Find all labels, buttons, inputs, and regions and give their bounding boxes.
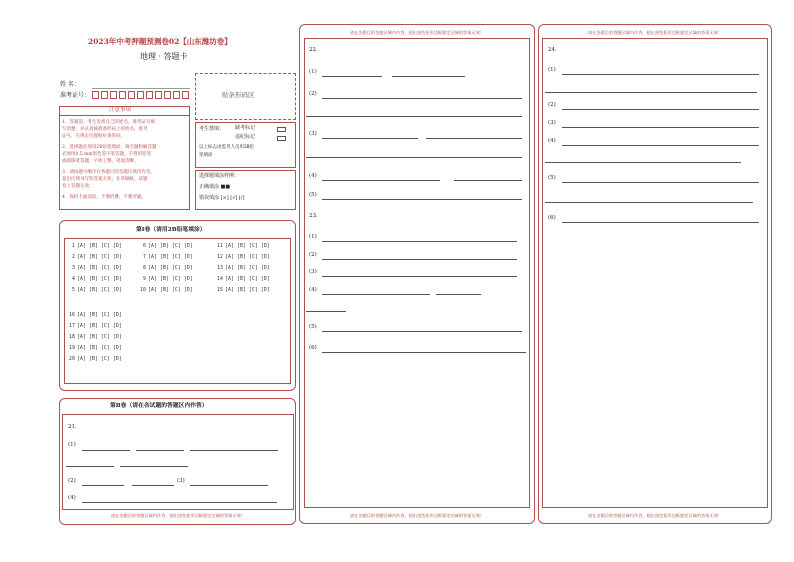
answer-line[interactable] <box>322 98 522 99</box>
exam-title: 2023年中考押题预测卷02【山东潍坊卷】 <box>88 37 232 46</box>
q21-sub1: (1) <box>68 442 76 448</box>
answer-line[interactable] <box>66 466 114 467</box>
section2-warning: 请在各题目的答题区域内作答，超出黑色矩形边框限定区域的答案无效！ <box>110 513 245 518</box>
answer-line[interactable] <box>322 352 526 353</box>
violation-checkbox[interactable] <box>277 136 286 141</box>
absence-checkbox[interactable] <box>277 127 286 132</box>
q23-number: 23. <box>309 213 318 219</box>
answer-line[interactable] <box>306 157 522 158</box>
q24-sub4: (4) <box>548 138 556 144</box>
absence-opt1: 缺考标记 <box>235 125 256 131</box>
q23-sub1: (1) <box>309 234 317 240</box>
q24-sub2: (2) <box>548 102 556 108</box>
barcode-label: 贴条形码区 <box>222 91 255 99</box>
notice-title: 注意事项 <box>109 107 132 113</box>
q24-number: 24. <box>548 47 557 53</box>
answer-line[interactable] <box>562 182 759 183</box>
q22-sub5: (5) <box>309 192 317 198</box>
section1-title: 第Ⅰ卷（请用2B铅笔填涂） <box>136 227 206 233</box>
q24-sub3: (3) <box>548 120 556 126</box>
middle-warning-top: 请在各题目的答题区域内作答，超出黑色矩形边框限定区域的答案无效！ <box>349 30 484 35</box>
answer-line[interactable] <box>322 331 522 332</box>
right-warning-bottom: 请在各题目的答题区域内作答，超出黑色矩形边框限定区域的答案无效！ <box>587 513 722 518</box>
mc-row: 3 [A] [B] [C] [D] <box>72 266 122 271</box>
mc-row: 2 [A] [B] [C] [D] <box>72 255 122 260</box>
mc-row: 4 [A] [B] [C] [D] <box>72 277 122 282</box>
q23-sub4: (4) <box>309 287 317 293</box>
answer-line[interactable] <box>436 294 481 295</box>
answer-line[interactable] <box>190 450 278 451</box>
answer-line[interactable] <box>322 241 517 242</box>
q21-number: 21. <box>68 424 77 430</box>
mc-row: 11 [A] [B] [C] [D] <box>217 244 270 249</box>
q21-sub2: (2) <box>68 478 76 484</box>
q22-number: 22. <box>309 47 318 53</box>
q23-sub5: (5) <box>309 324 317 330</box>
mc-row: 15 [A] [B] [C] [D] <box>217 288 270 293</box>
mc-row: 13 [A] [B] [C] [D] <box>217 266 270 271</box>
q24-sub1: (1) <box>548 67 556 73</box>
right-warning-top: 请在各题目的答题区域内作答，超出黑色矩形边框限定区域的答案无效！ <box>587 30 722 35</box>
absence-footnote: 以上标志由监考人员用2B铅 <box>199 145 254 150</box>
mc-row: 7 [A] [B] [C] [D] <box>143 255 193 260</box>
mc-row: 17 [A] [B] [C] [D] <box>69 324 122 329</box>
q21-sub4: (4) <box>68 495 76 501</box>
answer-line[interactable] <box>562 145 759 146</box>
answer-line[interactable] <box>136 450 184 451</box>
answer-line[interactable] <box>392 76 465 77</box>
answer-line[interactable] <box>322 199 522 200</box>
answer-line[interactable] <box>82 485 124 486</box>
answer-line[interactable] <box>132 485 174 486</box>
fill-sample-title: 选择题填涂样例： <box>199 173 240 179</box>
mc-row: 1 [A] [B] [C] [D] <box>72 244 122 249</box>
mc-row: 6 [A] [B] [C] [D] <box>143 244 193 249</box>
answer-line[interactable] <box>120 466 188 467</box>
answer-line[interactable] <box>322 180 440 181</box>
mc-row: 9 [A] [B] [C] [D] <box>143 277 193 282</box>
answer-line[interactable] <box>454 180 522 181</box>
mc-row: 20 [A] [B] [C] [D] <box>69 357 122 362</box>
q23-sub6: (6) <box>309 345 317 351</box>
section2-inner <box>62 414 294 510</box>
answer-line[interactable] <box>562 222 759 223</box>
mc-row: 12 [A] [B] [C] [D] <box>217 255 270 260</box>
q23-sub3: (3) <box>309 269 317 275</box>
q22-sub1: (1) <box>309 69 317 75</box>
answer-line[interactable] <box>306 116 522 117</box>
answer-line[interactable] <box>545 162 741 163</box>
answer-line[interactable] <box>562 127 759 128</box>
answer-line[interactable] <box>545 92 757 93</box>
q24-sub5: (5) <box>548 175 556 181</box>
fill-wrong: 错误填涂 [×] [√] [/] <box>199 195 245 201</box>
middle-answer-area <box>304 38 530 508</box>
answer-line[interactable] <box>322 294 430 295</box>
section2-title: 第Ⅱ卷（请在各试题的答题区内作答） <box>110 403 208 409</box>
mc-row: 10 [A] [B] [C] [D] <box>140 288 193 293</box>
answer-line[interactable] <box>82 450 130 451</box>
mc-row: 18 [A] [B] [C] [D] <box>69 335 122 340</box>
answer-line[interactable] <box>562 109 759 110</box>
q24-sub6: (6) <box>548 215 556 221</box>
answer-line[interactable] <box>322 138 418 139</box>
answer-line[interactable] <box>322 276 517 277</box>
exam-subtitle: 地理 · 答题卡 <box>140 52 188 61</box>
answer-line[interactable] <box>190 485 268 486</box>
answer-line[interactable] <box>562 74 759 75</box>
answer-line[interactable] <box>322 76 382 77</box>
absence-label: 考生禁填： <box>199 126 225 132</box>
answer-line[interactable] <box>426 138 522 139</box>
name-label: 姓 名： <box>60 81 80 88</box>
q22-sub4: (4) <box>309 173 317 179</box>
q23-sub2: (2) <box>309 252 317 258</box>
answer-line[interactable] <box>545 202 753 203</box>
mc-row: 19 [A] [B] [C] [D] <box>69 346 122 351</box>
q22-sub3: (3) <box>309 131 317 137</box>
middle-warning-bottom: 请在各题目的答题区域内作答，超出黑色矩形边框限定区域的答案无效！ <box>349 513 484 518</box>
name-line[interactable] <box>92 88 190 89</box>
id-label: 准考证号： <box>60 92 91 99</box>
q22-sub2: (2) <box>309 91 317 97</box>
mc-row: 16 [A] [B] [C] [D] <box>69 313 122 318</box>
answer-line[interactable] <box>322 259 517 260</box>
answer-line[interactable] <box>82 502 277 503</box>
absence-opt2: 违纪标记 <box>235 134 256 140</box>
answer-line[interactable] <box>306 311 346 312</box>
absence-footnote-2: 笔填涂 <box>199 153 213 158</box>
mc-row: 5 [A] [B] [C] [D] <box>72 288 122 293</box>
mc-row: 14 [A] [B] [C] [D] <box>217 277 270 282</box>
fill-correct: 正确填涂 ■■ <box>199 184 231 190</box>
q21-sub3: (3) <box>177 478 185 484</box>
mc-row: 8 [A] [B] [C] [D] <box>143 266 193 271</box>
